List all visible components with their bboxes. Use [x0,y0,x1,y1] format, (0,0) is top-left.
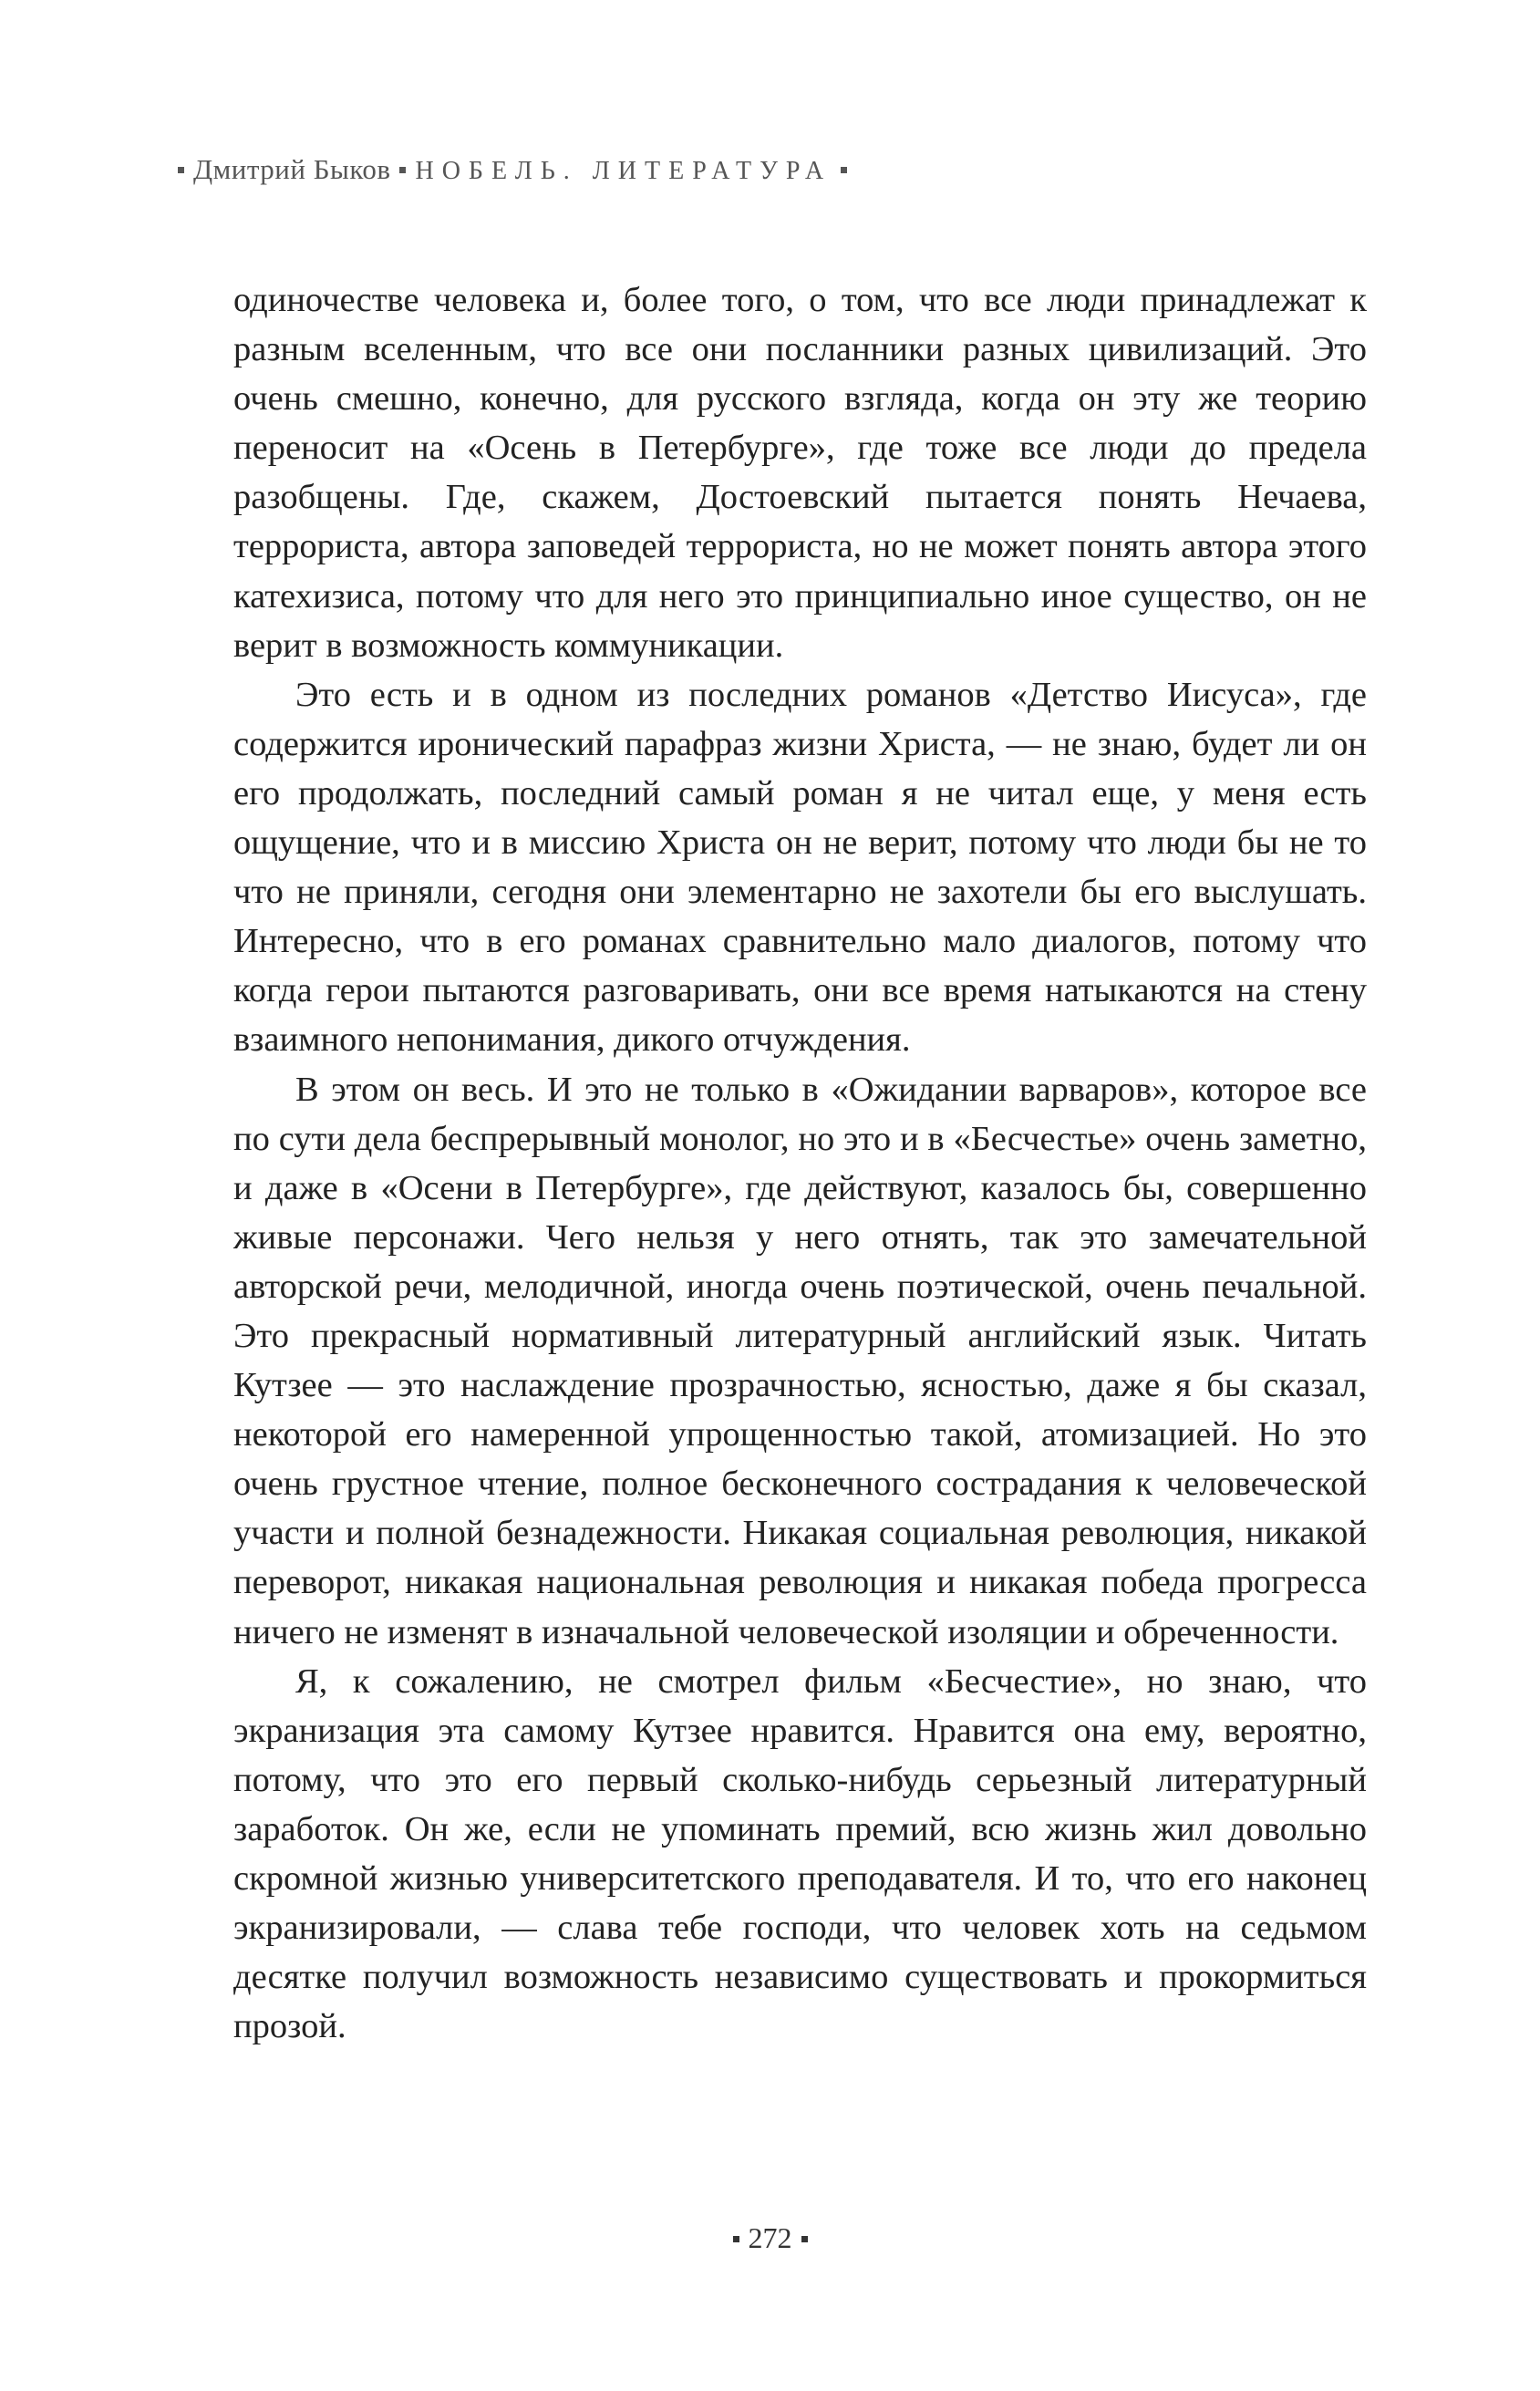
paragraph: В этом он весь. И это не только в «Ожидании варваров», которое все по сути дела беспрерывный монолог, но это и в «Бесчестье» очень заметно, и даже в «Осени в Петербурге», где действуют, казалось бы, совершенно живые персонажи. Чего нельзя у него отнять, так это замечательной авторской речи, мелодичной, иногда очень поэтической, очень печальной. Это прекрасный нормативный литературный английский язык. Читать Кутзее — это наслаждение прозрачностью, ясностью, даже я бы сказал, некоторой его намеренной упрощенностью такой, атомизацией. Но это очень грустное чтение, полное бесконечного сострадания к человеческой участи и полной безнадежности. Никакая социальная революция, никакой переворот, никакая национальная революция и никакая победа прогресса ничего не изменят в изначальной человеческой изоляции и обреченности. [233,1070,1367,1651]
paragraph: одиночестве человека и, более того, о том, что все люди принадлежат к разным вселенным, что все они посланники разных цивилизаций. Это очень смешно, конечно, для русского взгляда, когда он эту же теорию переносит на «Осень в Петербурге», где тоже все люди до предела разобщены. Где, скажем, Достоевский пытается понять Нечаева, террориста, автора заповедей террориста, но не может понять автора этого катехизиса, потому что для него это принципиально иное существо, он не верит в возможность коммуникации. [233,281,1367,665]
author-name: Дмитрий Быков [193,153,391,185]
paragraph: Я, к сожалению, не смотрел фильм «Бесчестие», но знаю, что экранизация эта самому Кутзее нравится. Нравится она ему, вероятно, потому, что это его первый сколько-нибудь серьезный литературный заработок. Он же, если не упоминать премий, всю жизнь жил довольно скромной жизнью университетского преподавателя. И то, что его наконец экранизировали, — слава тебе господи, что человек хоть на седьмом десятке получил возможность независимо существовать и прокормиться прозой. [233,1661,1367,2046]
bullet-square-icon [733,2236,739,2242]
book-title: НОБЕЛЬ. ЛИТЕРАТУРА [415,157,832,185]
running-head [178,153,856,186]
page-footer [0,2221,1540,2255]
page-number: 272 [748,2221,792,2254]
bullet-square-icon [841,167,847,173]
body-text [233,275,1367,2051]
paragraph: Это есть и в одном из последних романов «Детство Иисуса», где содержится иронический парафраз жизни Христа, — не знаю, будет ли он его продолжать, последний самый роман я не читал еще, у меня есть ощущение, что и в миссию Христа он не верит, потому что люди бы не то что не приняли, сегодня они элементарно не захотели бы его выслушать. Интересно, что в его романах сравнительно мало диалогов, потому что когда герои пытаются разговаривать, они все время натыкаются на стену взаимного непонимания, дикого отчуждения. [233,675,1367,1060]
bullet-square-icon [178,167,184,173]
bullet-square-icon [801,2236,808,2242]
bullet-square-icon [399,167,406,173]
